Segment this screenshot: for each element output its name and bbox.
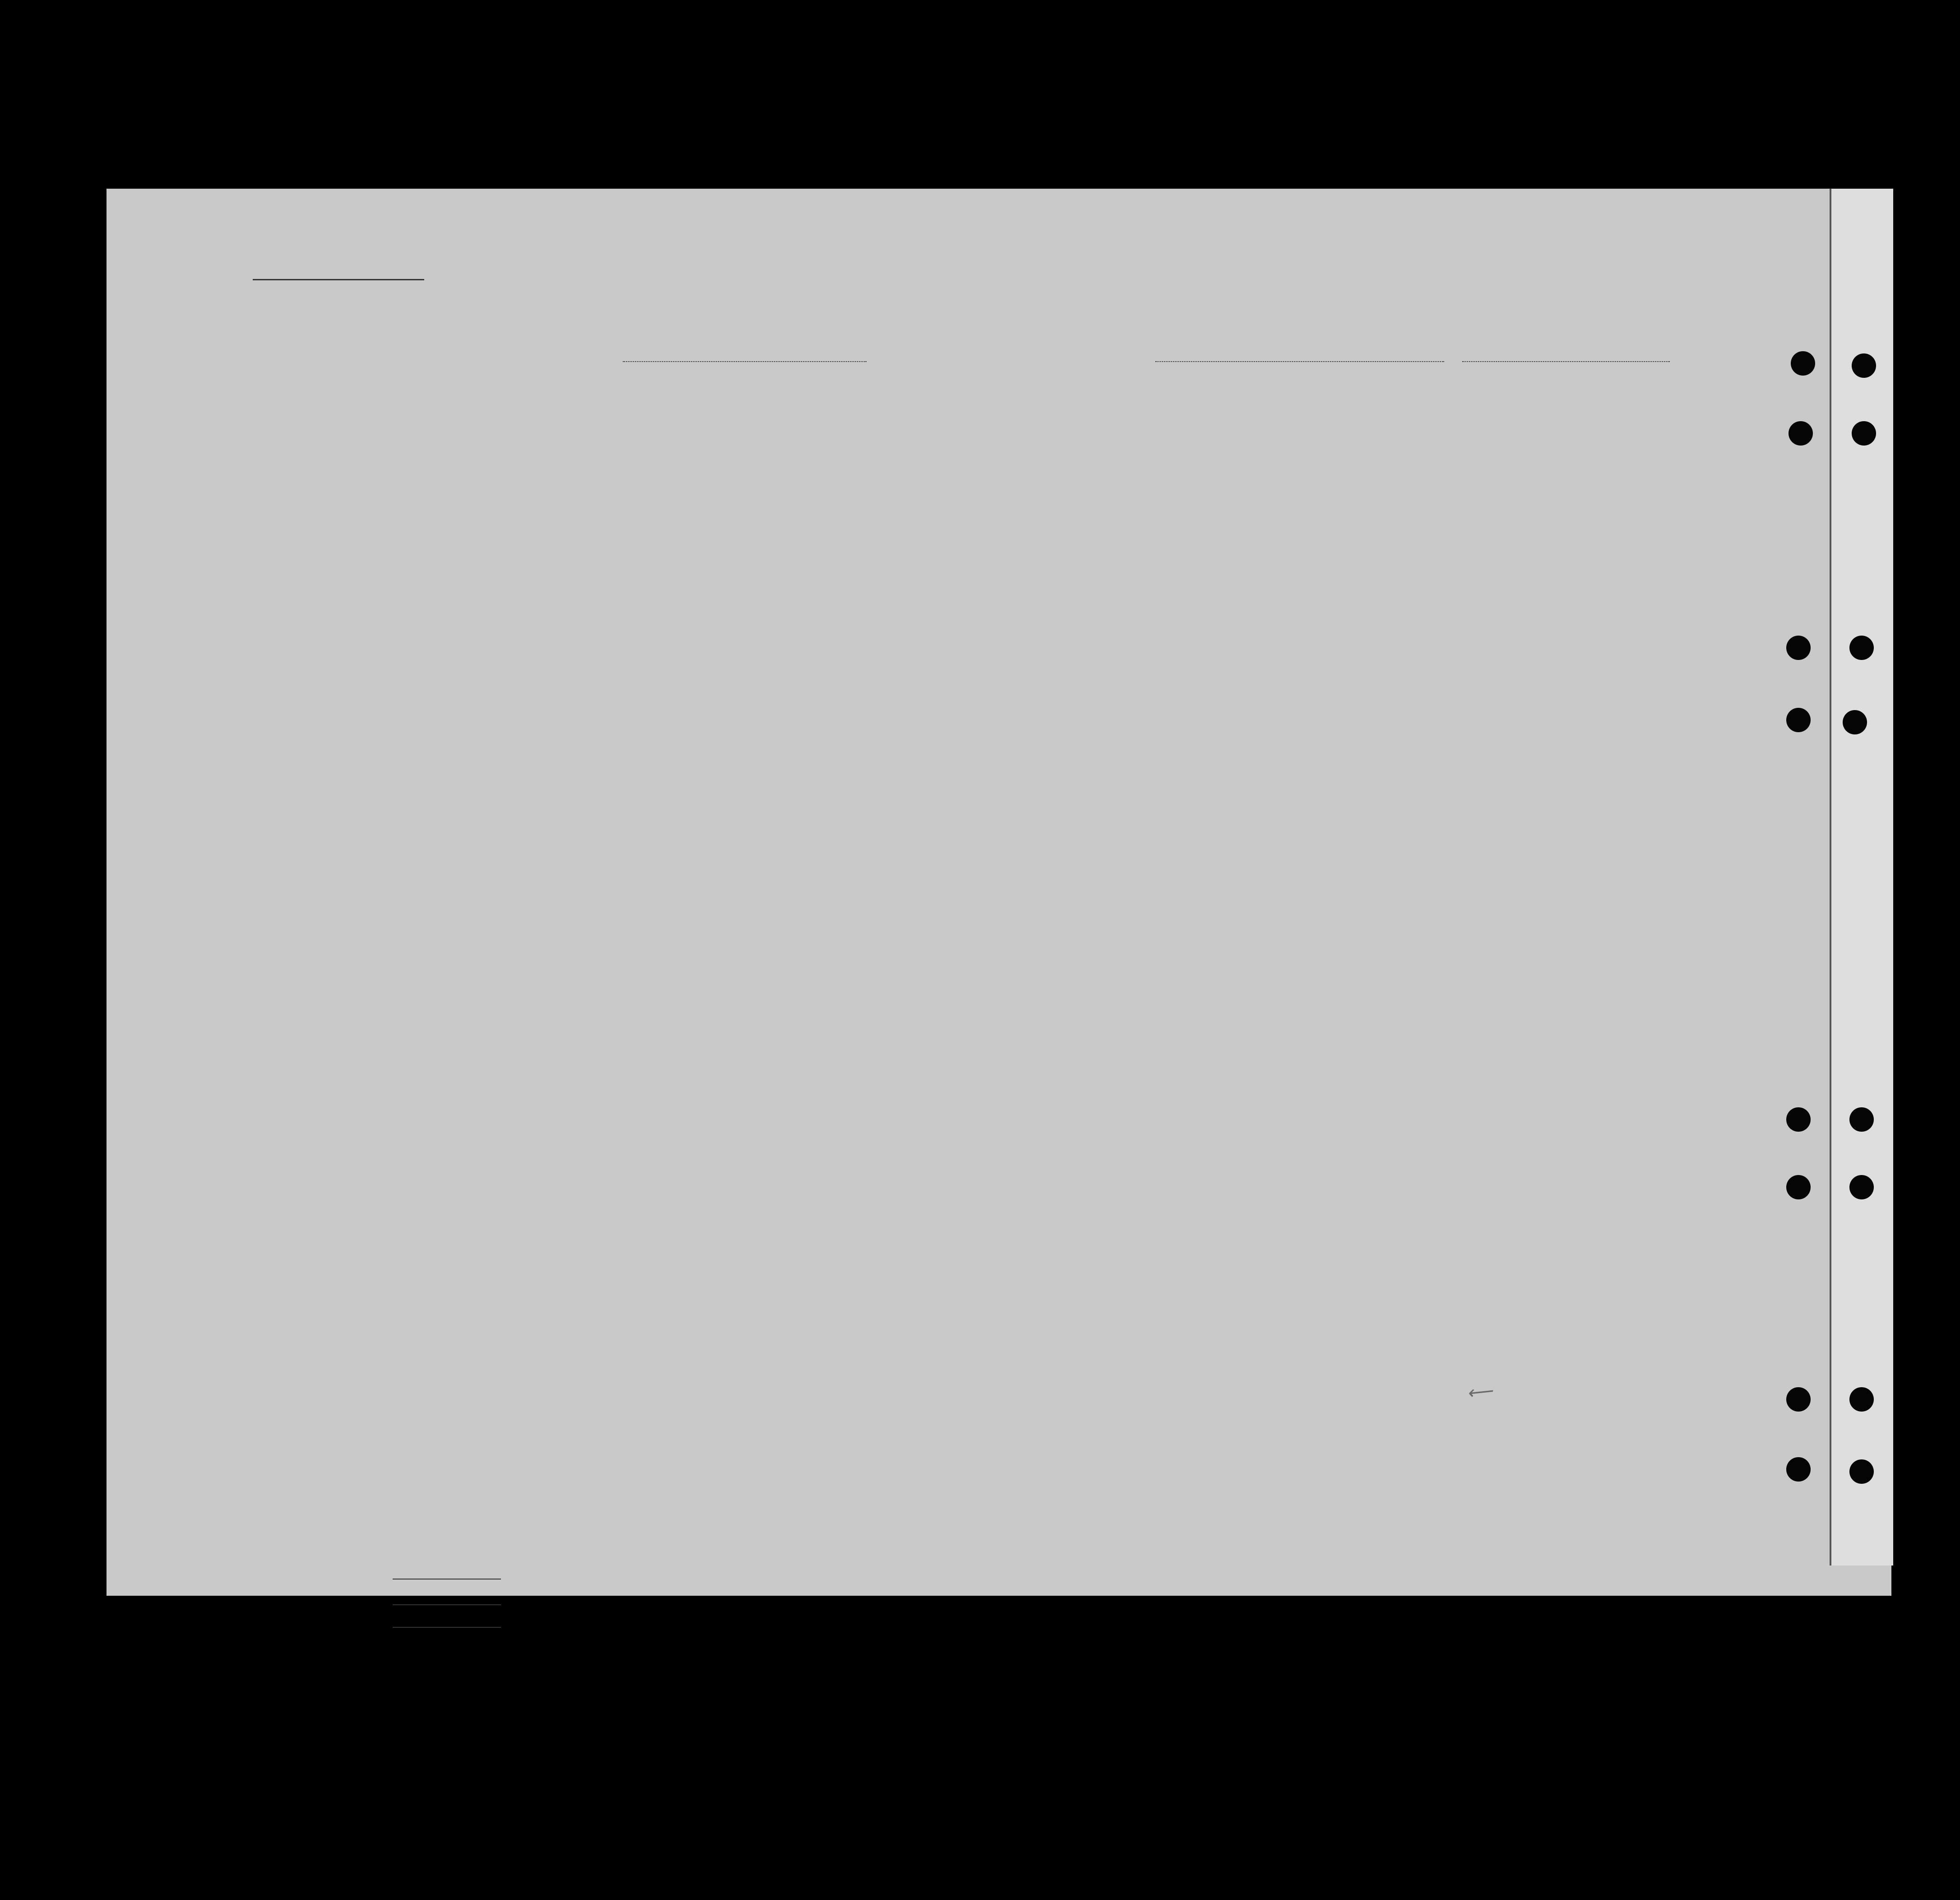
us-citizens-line	[393, 1604, 501, 1605]
aliens-line	[393, 1627, 501, 1628]
handwritten-arrow-line: ⟵	[1465, 1380, 1494, 1403]
